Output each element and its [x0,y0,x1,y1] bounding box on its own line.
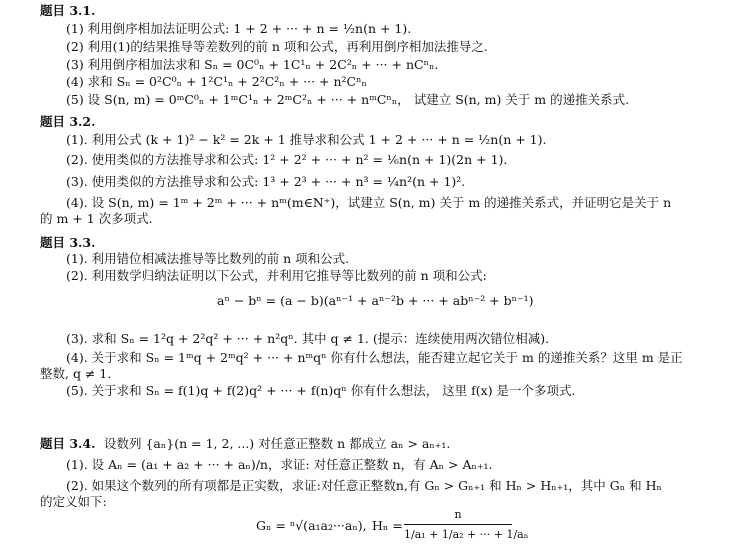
intro-3-4: 设数列 {aₙ}(n = 1, 2, ...) 对任意正整数 n 都成立 aₙ > aₙ₊₁. [104,436,451,451]
formula-geometric-mean: Gₙ = ⁿ√(a₁a₂···aₙ), [256,518,367,533]
heading-3-3: 题目 3.3. [40,235,96,250]
heading-3-1: 题目 3.1. [40,3,96,18]
item-3-3-4: (4). 关于求和 Sₙ = 1ᵐq + 2ᵐq² + ··· + nᵐqⁿ 你有什么想法，能否建立起它关于 m 的递推关系？这里 m 是正 [66,350,683,365]
item-3-1-1: (1) 利用倒序相加法证明公式: 1 + 2 + ··· + n = ½n(n + 1). [66,21,412,36]
item-3-2-1: (1). 利用公式 (k + 1)² − k² = 2k + 1 推导求和公式 1 + 2 + ··· + n = ½n(n + 1). [66,132,547,147]
item-3-4-2-continuation: 的定义如下: [40,494,107,509]
item-3-1-2: (2) 利用(1)的结果推导等差数列的前 n 项和公式，再利用倒序相加法推导之. [66,39,488,54]
fraction-bar [404,524,512,525]
item-3-2-4: (4). 设 S(n, m) = 1ᵐ + 2ᵐ + ··· + nᵐ(m∈N⁺)，试建立 S(n, m) 关于 m 的递推关系式，并证明它是关于 n [66,195,672,210]
formula-harmonic-mean-denominator: 1/a₁ + 1/a₂ + ··· + 1/aₙ [404,528,529,541]
heading-3-2: 题目 3.2. [40,114,96,129]
heading-3-4: 题目 3.4. [40,436,96,451]
item-3-3-4-continuation: 整数, q ≠ 1. [40,366,112,381]
item-3-3-3: (3). 求和 Sₙ = 1²q + 2²q² + ··· + n²qⁿ. 其中 q ≠ 1. (提示：连续使用两次错位相减). [66,331,550,346]
formula-harmonic-mean-numerator: n [454,508,462,521]
item-3-4-2: (2). 如果这个数列的所有项都是正实数，求证:对任意正整数n,有 Gₙ > Gₙ₊₁ 和 Hₙ > Hₙ₊₁，其中 Gₙ 和 Hₙ [66,478,662,493]
item-3-1-4: (4) 求和 Sₙ = 0²C⁰ₙ + 1²C¹ₙ + 2²C²ₙ + ··· + n²Cⁿₙ [66,74,367,89]
item-3-3-1: (1). 利用错位相减法推导等比数列的前 n 项和公式. [66,251,350,266]
item-3-1-3: (3) 利用倒序相加法求和 Sₙ = 0C⁰ₙ + 1C¹ₙ + 2C²ₙ + ··· + nCⁿₙ. [66,57,439,72]
formula-difference-of-powers: aⁿ − bⁿ = (a − b)(aⁿ⁻¹ + aⁿ⁻²b + ··· + abⁿ⁻² + bⁿ⁻¹) [217,293,534,308]
item-3-2-3: (3). 使用类似的方法推导求和公式: 1³ + 2³ + ··· + n³ = ¼n²(n + 1)². [66,174,466,189]
item-3-4-1: (1). 设 Aₙ = (a₁ + a₂ + ··· + aₙ)/n，求证: 对任意正整数 n，有 Aₙ > Aₙ₊₁. [66,457,493,472]
item-3-2-2: (2). 使用类似的方法推导求和公式: 1² + 2² + ··· + n² = ⅙n(n + 1)(2n + 1). [66,152,508,167]
item-3-2-4-continuation: 的 m + 1 次多项式. [40,211,153,226]
formula-harmonic-mean-label: Hₙ = [372,518,403,533]
item-3-3-5: (5). 关于求和 Sₙ = f(1)q + f(2)q² + ··· + f(n)qⁿ 你有什么想法， 这里 f(x) 是一个多项式. [66,383,576,398]
item-3-1-5: (5) 设 S(n, m) = 0ᵐC⁰ₙ + 1ᵐC¹ₙ + 2ᵐC²ₙ + ··· + nᵐCⁿₙ， 试建立 S(n, m) 关于 m 的递推关系式. [66,92,630,107]
item-3-3-2: (2). 利用数学归纳法证明以下公式，并利用它推导等比数列的前 n 项和公式: [66,268,487,283]
